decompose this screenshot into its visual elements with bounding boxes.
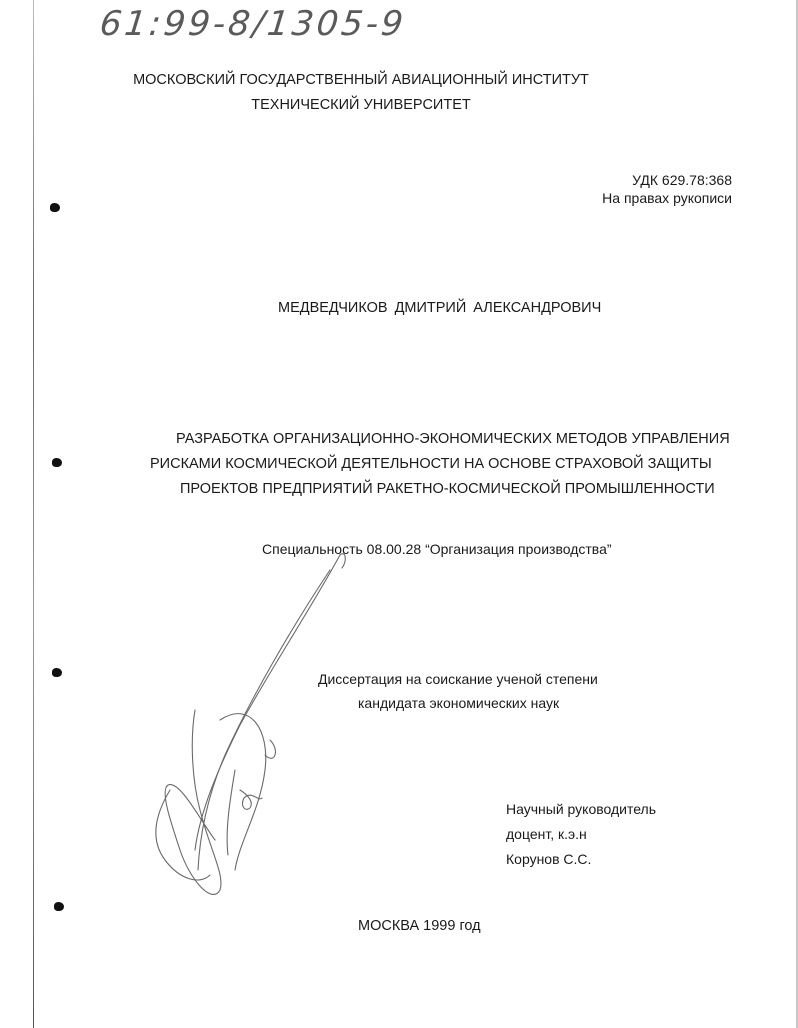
left-scan-edge [33,0,34,1028]
supervisor-name: Корунов С.С. [506,851,592,867]
punch-hole-icon [52,458,62,467]
institute-name: МОСКОВСКИЙ ГОСУДАРСТВЕННЫЙ АВИАЦИОННЫЙ ИНСТИТУТ [133,72,589,88]
city-year: МОСКВА 1999 год [358,918,481,934]
signature-icon [140,540,360,920]
punch-hole-icon [52,668,62,677]
archive-mark: 61:99-8/1305-9 [97,4,408,44]
title-line-1: РАЗРАБОТКА ОРГАНИЗАЦИОННО-ЭКОНОМИЧЕСКИХ МЕТОДОВ УПРАВЛЕНИЯ [176,431,730,447]
title-line-3: ПРОЕКТОВ ПРЕДПРИЯТИЙ РАКЕТНО-КОСМИЧЕСКОЙ ПРОМЫШЛЕННОСТИ [180,481,715,497]
punch-hole-icon [54,902,64,911]
institute-subtitle: ТЕХНИЧЕСКИЙ УНИВЕРСИТЕТ [251,97,471,113]
supervisor-role: Научный руководитель [506,801,657,817]
manuscript-rights: На правах рукописи [602,190,732,206]
supervisor-block [506,797,656,872]
title-line-2: РИСКАМИ КОСМИЧЕСКОЙ ДЕЯТЕЛЬНОСТИ НА ОСНОВЕ СТРАХОВОЙ ЗАЩИТЫ [150,456,712,472]
udk-code: УДК 629.78:368 [632,172,732,188]
dissertation-title [150,427,740,502]
degree-line-2: кандидата экономических наук [358,695,560,711]
supervisor-degree: доцент, к.э.н [506,826,587,842]
degree-line-1: Диссертация на соискание ученой степени [318,671,598,687]
specialty: Специальность 08.00.28 “Организация производства” [262,541,612,557]
classification-block [602,171,732,207]
punch-hole-icon [50,203,60,212]
author-name: МЕДВЕДЧИКОВ ДМИТРИЙ АЛЕКСАНДРОВИЧ [278,300,602,316]
